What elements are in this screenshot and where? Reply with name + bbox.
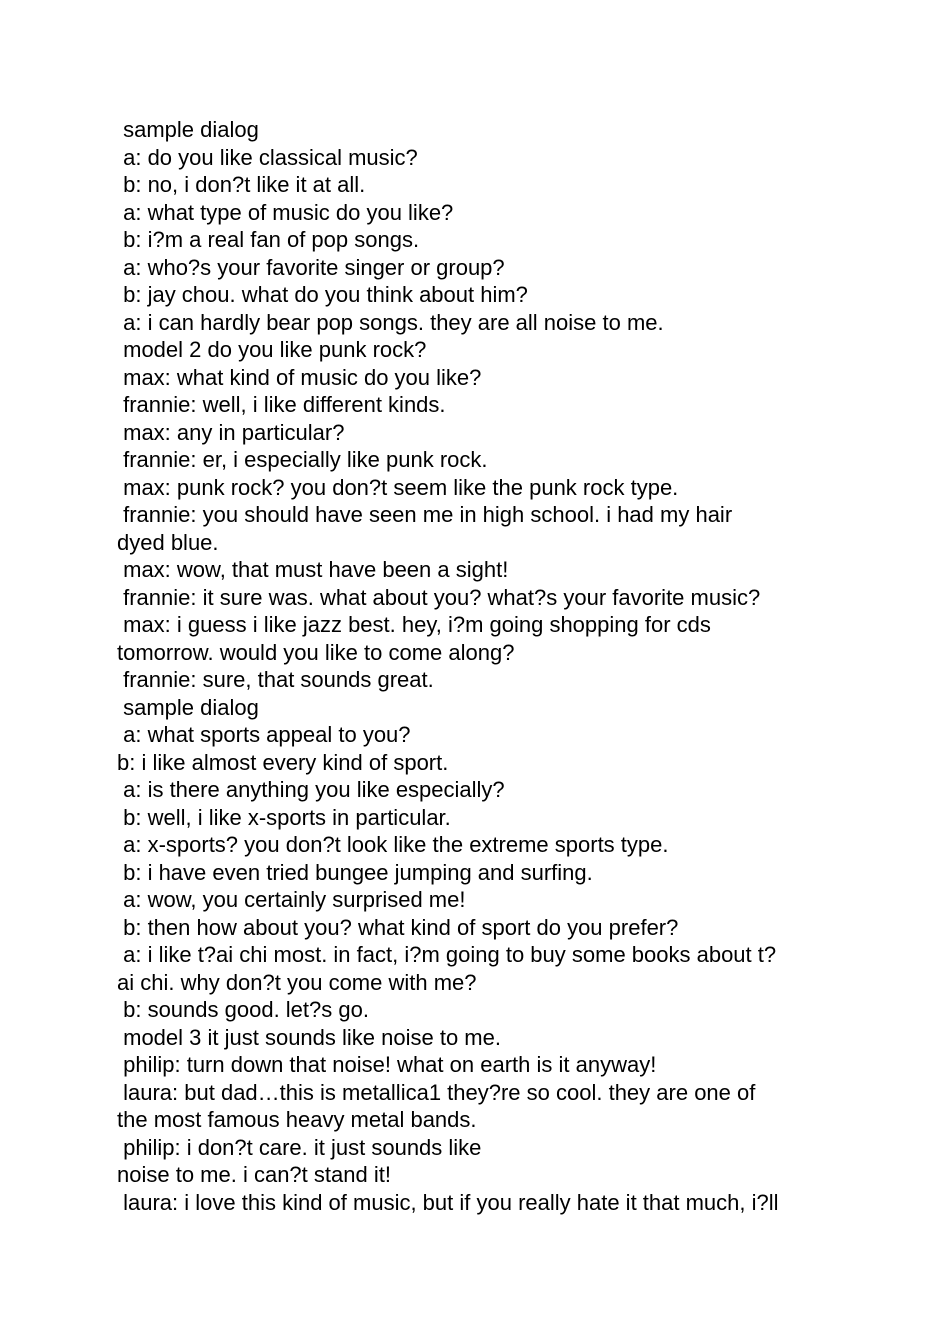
text-line: model 3 it just sounds like noise to me.	[117, 1024, 501, 1050]
text-line: max: what kind of music do you like?	[117, 364, 482, 390]
text-line: a: i can hardly bear pop songs. they are all noise to me.	[117, 309, 664, 335]
text-line: a: i like t?ai chi most. in fact, i?m going to buy some books about t?	[117, 942, 777, 967]
text-line: philip: turn down that noise! what on earth is it anyway!	[117, 1052, 657, 1077]
text-line: a: is there anything you like especially?	[117, 777, 505, 802]
text-line: b: well, i like x-sports in particular.	[117, 804, 451, 830]
text-line: a: wow, you certainly surprised me!	[117, 887, 466, 912]
text-line: b: no, i don?t like it at all.	[117, 172, 366, 197]
text-line: frannie: er, i especially like punk rock.	[117, 447, 488, 472]
text-line: frannie: well, i like different kinds.	[117, 392, 446, 417]
text-line: sample dialog	[117, 694, 259, 720]
text-line: laura: i love this kind of music, but if you really hate it that much, i?ll	[117, 1189, 779, 1215]
text-line: sample dialog	[117, 117, 259, 142]
text-line: the most famous heavy metal bands.	[117, 1107, 477, 1132]
text-line: max: wow, that must have been a sight!	[117, 557, 509, 582]
text-line: b: i?m a real fan of pop songs.	[117, 227, 420, 252]
text-line: laura: but dad…this is metallica1 they?re so cool. they are one of	[117, 1079, 756, 1105]
text-line: b: i have even tried bungee jumping and surfing.	[117, 859, 593, 885]
text-line: model 2 do you like punk rock?	[117, 337, 427, 362]
text-line: b: jay chou. what do you think about him?	[117, 282, 528, 307]
text-line: a: what sports appeal to you?	[117, 722, 411, 747]
text-line: a: who?s your favorite singer or group?	[117, 254, 505, 280]
text-line: frannie: you should have seen me in high school. i had my hair	[117, 502, 733, 527]
text-line: a: x-sports? you don?t look like the extreme sports type.	[117, 832, 669, 857]
text-line: ai chi. why don?t you come with me?	[117, 969, 477, 995]
text-line: frannie: sure, that sounds great.	[117, 667, 434, 692]
text-line: b: then how about you? what kind of sport do you prefer?	[117, 914, 679, 940]
text-line: max: any in particular?	[117, 419, 345, 445]
text-line: tomorrow. would you like to come along?	[117, 639, 515, 665]
text-line: max: i guess i like jazz best. hey, i?m going shopping for cds	[117, 612, 711, 637]
text-line: max: punk rock? you don?t seem like the punk rock type.	[117, 474, 679, 500]
text-line: dyed blue.	[117, 529, 219, 555]
dialog-text-block	[117, 116, 877, 1216]
text-line: philip: i don?t care. it just sounds like	[117, 1134, 482, 1160]
text-line: b: sounds good. let?s go.	[117, 997, 369, 1022]
text-line: a: do you like classical music?	[117, 144, 418, 170]
text-line: a: what type of music do you like?	[117, 199, 454, 225]
text-line: noise to me. i can?t stand it!	[117, 1162, 391, 1187]
text-line: frannie: it sure was. what about you? what?s your favorite music?	[117, 584, 761, 610]
text-line: b: i like almost every kind of sport.	[117, 749, 449, 775]
